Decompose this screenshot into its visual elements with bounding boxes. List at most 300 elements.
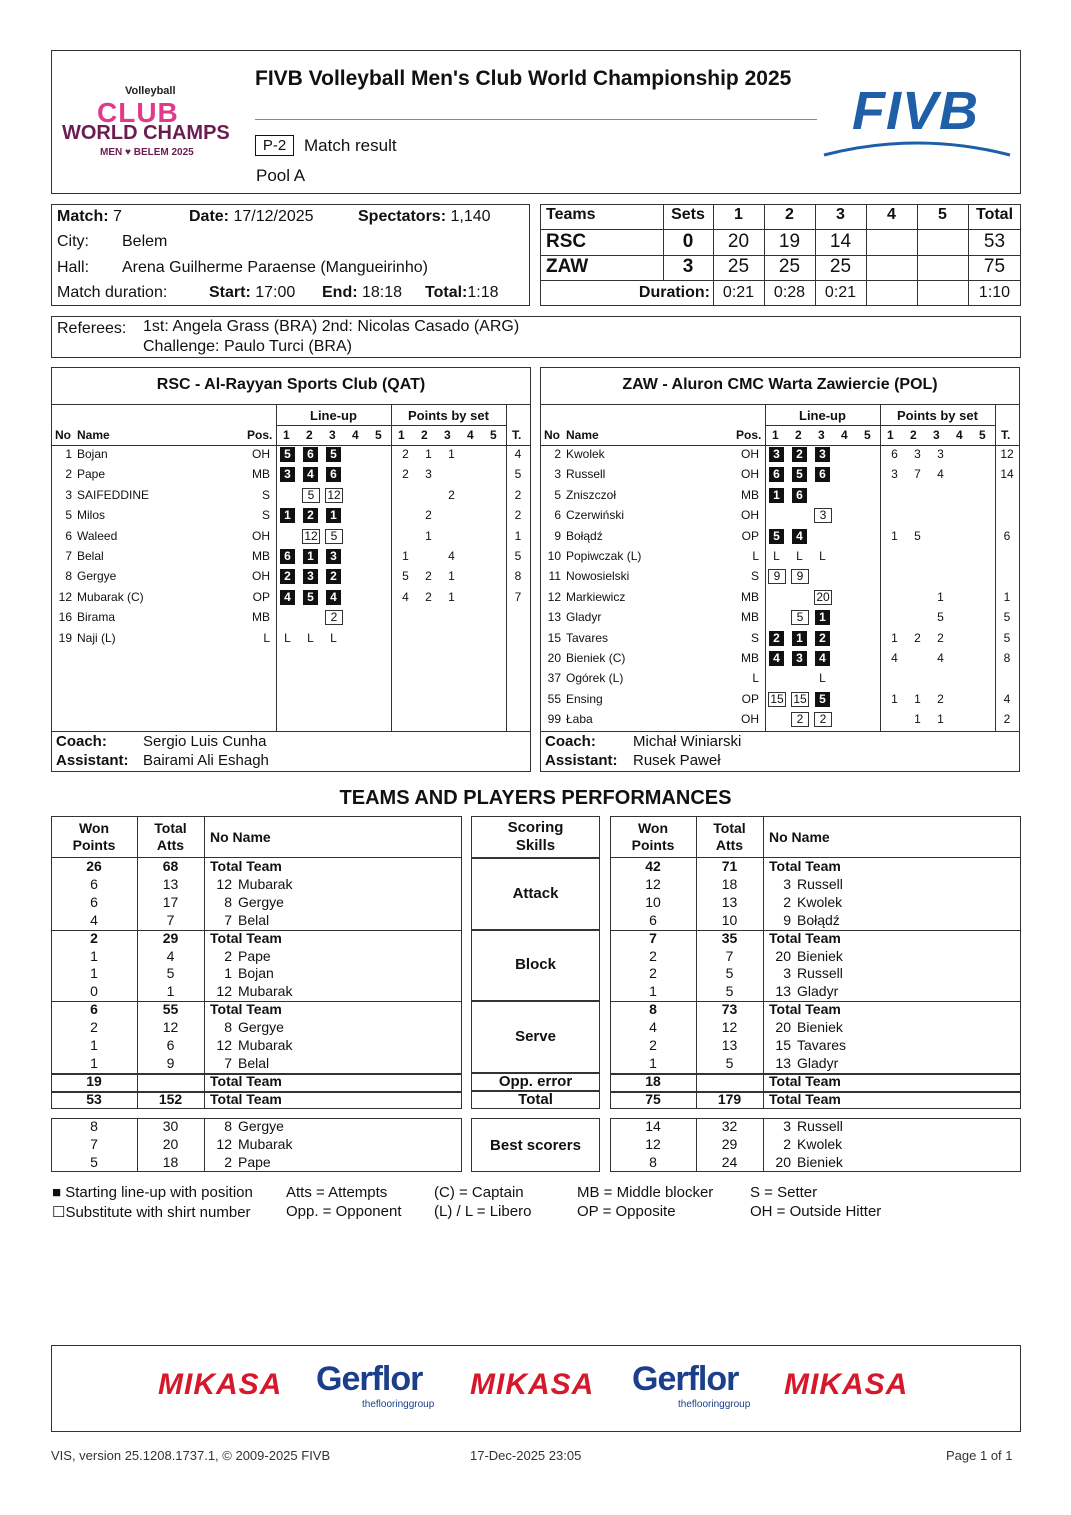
starting-position: 5 — [769, 529, 784, 544]
starting-position: 3 — [303, 569, 318, 584]
player-number: 8 — [224, 1019, 232, 1036]
panel-rule — [541, 445, 1019, 446]
points-in-set: 1 — [448, 569, 455, 584]
total-attempts: 71 — [721, 858, 738, 874]
points-in-set: 4 — [402, 589, 409, 604]
player-number: 19 — [58, 630, 72, 645]
won-points: 1 — [649, 1054, 657, 1071]
starting-position: 1 — [303, 549, 318, 564]
document-code: P-2 — [255, 135, 294, 156]
points-in-set: 1 — [448, 447, 455, 461]
skill-header: Skills — [515, 837, 556, 854]
score-team-name: RSC — [546, 231, 587, 252]
substitute-number: 3 — [814, 508, 832, 523]
total-attempts: 35 — [721, 929, 738, 946]
player-name: Kwolek — [797, 893, 843, 910]
won-points: 26 — [86, 858, 102, 874]
player-name: Mubarak — [238, 1037, 293, 1053]
panel-rule — [541, 731, 1019, 732]
total-attempts: 4 — [166, 947, 175, 964]
player-number: 6 — [554, 508, 561, 523]
player-name: Ogórek (L) — [566, 671, 624, 686]
panel-rule — [506, 404, 507, 731]
player-position: MB — [741, 651, 759, 665]
starting-position: 4 — [303, 467, 318, 482]
player-total-points: 6 — [1003, 528, 1011, 543]
footer-page: Page 1 of 1 — [946, 1448, 1013, 1463]
points-in-set: 3 — [937, 447, 944, 461]
score-cell: 53 — [983, 231, 1006, 252]
player-name: Markiewicz — [566, 589, 626, 604]
total-attempts: 18 — [721, 875, 738, 892]
player-name: Bieniek (C) — [566, 651, 626, 665]
player-name: Bieniek — [797, 1019, 843, 1036]
won-points: 4 — [649, 1019, 657, 1036]
score-cell: 19 — [778, 231, 801, 252]
hall-value: Arena Guilherme Paraense (Mangueirinho) — [122, 259, 428, 276]
player-name: Pape — [238, 947, 271, 964]
substitute-number: 9 — [791, 569, 809, 584]
won-points: 19 — [86, 1072, 102, 1089]
points-in-set: 1 — [425, 528, 432, 543]
player-number: 12 — [216, 983, 232, 1000]
substitute-number: 20 — [814, 590, 832, 605]
best-won-points: 14 — [645, 1118, 661, 1134]
player-name: Mubarak (C) — [77, 589, 144, 604]
player-number: 3 — [554, 467, 561, 482]
score-cell: 75 — [983, 256, 1006, 277]
player-number: 2 — [554, 447, 561, 461]
lineup-set-header: 1 — [772, 428, 779, 442]
page-title: FIVB Volleyball Men's Club World Championship 2025 — [255, 67, 792, 90]
points-set-header: 1 — [398, 428, 405, 442]
col-name-header: Name — [77, 428, 110, 442]
player-number: 3 — [783, 1118, 791, 1134]
legend-setter: S = Setter — [750, 1184, 818, 1201]
no-name-header: No Name — [210, 829, 271, 845]
legend-substitute: ☐Substitute with shirt number — [52, 1204, 251, 1221]
player-number: 15 — [775, 1037, 791, 1053]
score-rule — [540, 280, 1021, 281]
player-number: 11 — [548, 569, 561, 584]
won-points: 10 — [645, 893, 661, 910]
player-position: S — [750, 630, 759, 645]
total-attempts: 13 — [721, 1037, 738, 1053]
player-name: Bołądź — [797, 911, 840, 928]
won-points: 75 — [645, 1090, 661, 1107]
player-name: Pape — [238, 1153, 271, 1170]
table-rule — [204, 816, 205, 1109]
player-number: 99 — [547, 712, 561, 727]
total-team-label: Total Team — [210, 1072, 282, 1089]
points-set-header: 2 — [910, 428, 917, 442]
player-name: Bojan — [77, 447, 108, 461]
libero-mark: L — [284, 630, 291, 645]
player-name: Birama — [77, 610, 116, 625]
legend-mb: MB = Middle blocker — [577, 1184, 714, 1201]
col-no-header: No — [544, 428, 560, 442]
score-header: 4 — [887, 206, 896, 223]
starting-position: 3 — [815, 447, 830, 462]
total-team-label: Total Team — [769, 858, 841, 874]
player-number: 13 — [775, 1054, 791, 1071]
player-name: Tavares — [797, 1037, 847, 1053]
player-total-points: 1 — [514, 528, 522, 543]
starting-position: 1 — [769, 488, 784, 503]
player-number: 12 — [547, 589, 561, 604]
starting-position: 6 — [792, 488, 807, 503]
panel-rule — [52, 731, 530, 732]
points-in-set: 1 — [937, 589, 944, 604]
player-number: 13 — [775, 983, 791, 1000]
panel-rule — [995, 404, 996, 731]
total-team-label: Total Team — [210, 858, 282, 874]
player-position: OP — [741, 528, 759, 543]
score-rule — [540, 229, 1021, 230]
points-in-set: 1 — [425, 447, 432, 461]
panel-rule — [880, 404, 881, 731]
total-attempts: 179 — [717, 1090, 742, 1107]
starting-position: 6 — [326, 467, 341, 482]
won-points: 0 — [90, 983, 98, 1000]
total-attempts: 6 — [166, 1037, 175, 1053]
starting-position: 2 — [769, 631, 784, 646]
player-name: Zniszczoł — [566, 487, 617, 502]
set-duration: 0:28 — [773, 284, 806, 301]
substitute-number: 9 — [768, 569, 786, 584]
score-cell: 14 — [829, 231, 852, 252]
player-total-points: 7 — [514, 589, 522, 604]
won-points: 6 — [649, 911, 657, 928]
points-set-header: 3 — [444, 428, 451, 442]
points-in-set: 2 — [425, 508, 432, 523]
score-header: 1 — [734, 206, 743, 223]
libero-mark: L — [819, 671, 826, 686]
player-number: 10 — [547, 549, 561, 563]
points-by-set-header: Points by set — [408, 408, 489, 423]
player-position: OH — [252, 569, 270, 584]
legend-libero: (L) / L = Libero — [434, 1203, 532, 1220]
won-points-header: Points — [631, 837, 675, 853]
player-position: OH — [741, 447, 759, 461]
player-position: L — [263, 630, 270, 645]
best-won-points: 7 — [90, 1135, 98, 1152]
starting-position: 1 — [280, 508, 295, 523]
player-name: Kwolek — [797, 1135, 843, 1152]
starting-position: 4 — [792, 529, 807, 544]
player-name: Bieniek — [797, 947, 843, 964]
won-points: 6 — [90, 875, 98, 892]
player-name: Belal — [238, 1054, 270, 1071]
total-attempts: 1 — [166, 983, 175, 1000]
city-label: City: — [57, 233, 89, 250]
won-points: 2 — [649, 1037, 657, 1053]
logo-volleyball-text: Volleyball — [125, 85, 176, 97]
player-number: 2 — [224, 947, 232, 964]
table-rule — [204, 1118, 205, 1172]
referees-line1: 1st: Angela Grass (BRA) 2nd: Nicolas Casado (ARG) — [143, 318, 520, 335]
points-in-set: 5 — [914, 528, 921, 543]
points-in-set: 3 — [425, 467, 432, 482]
fivb-swoosh-icon — [822, 135, 1012, 160]
lineup-set-header: 5 — [864, 428, 871, 442]
player-total-points: 2 — [514, 487, 522, 502]
starting-position: 5 — [815, 692, 830, 707]
points-in-set: 2 — [914, 630, 921, 645]
player-name: Gergye — [238, 1118, 284, 1134]
performance-title: TEAMS AND PLAYERS PERFORMANCES — [339, 787, 732, 809]
skill-label: Opp. error — [498, 1072, 573, 1090]
player-position: S — [750, 569, 759, 584]
gerflor-tagline: theflooringgroup — [362, 1399, 435, 1410]
points-in-set: 4 — [448, 549, 455, 563]
skill-label: Total — [518, 1090, 553, 1108]
best-won-points: 8 — [90, 1118, 98, 1134]
best-total-attempts: 30 — [162, 1118, 179, 1134]
total-team-label: Total Team — [210, 1090, 282, 1107]
col-pos-header: Pos. — [736, 428, 762, 442]
substitute-number: 12 — [302, 529, 320, 544]
starting-position: 2 — [792, 447, 807, 462]
won-points: 2 — [90, 1019, 98, 1036]
player-name: Ensing — [566, 691, 603, 706]
match-start: Start: 17:00 — [209, 284, 296, 301]
player-name: Belal — [77, 549, 104, 563]
total-atts-header: Total — [713, 820, 746, 836]
starting-position: 3 — [769, 447, 784, 462]
score-cell: 25 — [727, 256, 750, 277]
points-in-set: 1 — [914, 712, 921, 727]
starting-position: 6 — [280, 549, 295, 564]
player-number: 7 — [224, 911, 232, 928]
gerflor-logo: Gerflor — [632, 1360, 739, 1398]
total-attempts: 152 — [158, 1090, 183, 1107]
coach-label: Coach: — [545, 733, 596, 750]
won-points: 8 — [649, 1001, 657, 1018]
panel-rule — [391, 404, 392, 731]
points-in-set: 2 — [448, 487, 455, 502]
player-position: L — [752, 671, 759, 686]
player-number: 12 — [216, 1135, 232, 1152]
player-number: 7 — [65, 549, 72, 563]
player-number: 13 — [547, 610, 561, 625]
total-attempts: 5 — [725, 1054, 734, 1071]
player-name: Mubarak — [238, 1135, 293, 1152]
total-attempts: 7 — [166, 911, 175, 928]
player-position: OP — [741, 691, 759, 706]
points-in-set: 1 — [914, 691, 921, 706]
player-position: OH — [741, 467, 759, 482]
points-in-set: 2 — [425, 569, 432, 584]
match-end: End: 18:18 — [322, 284, 403, 301]
points-set-header: 5 — [979, 428, 986, 442]
player-name: Russell — [566, 467, 606, 482]
total-attempts: 73 — [721, 1001, 738, 1018]
substitute-number: 15 — [791, 692, 809, 707]
logo-men-belem-text: MEN ♥ BELEM 2025 — [100, 147, 194, 158]
player-number: 12 — [216, 1037, 232, 1053]
player-number: 15 — [547, 630, 561, 645]
player-position: MB — [741, 487, 759, 502]
player-position: MB — [252, 549, 270, 563]
player-position: MB — [252, 610, 270, 625]
player-number: 8 — [224, 893, 232, 910]
player-total-points: 14 — [1000, 467, 1014, 482]
player-position: OH — [252, 447, 270, 461]
points-set-header: 5 — [490, 428, 497, 442]
won-points: 1 — [90, 1054, 98, 1071]
won-points: 2 — [649, 947, 657, 964]
player-total-points: 5 — [514, 467, 522, 482]
player-number: 9 — [554, 528, 561, 543]
player-name: Tavares — [566, 630, 609, 645]
lineup-set-header: 3 — [818, 428, 825, 442]
starting-position: 2 — [280, 569, 295, 584]
won-points: 12 — [645, 875, 661, 892]
player-name: Russell — [797, 1118, 843, 1134]
starting-position: 4 — [326, 590, 341, 605]
total-attempts: 7 — [725, 947, 734, 964]
player-number: 2 — [783, 1135, 791, 1152]
player-number: 3 — [783, 965, 791, 982]
points-in-set: 1 — [891, 528, 898, 543]
total-team-label: Total Team — [769, 1001, 841, 1018]
player-position: MB — [741, 610, 759, 625]
player-number: 9 — [783, 911, 791, 928]
player-number: 2 — [224, 1153, 232, 1170]
title-divider — [255, 119, 817, 120]
team-title: RSC - Al-Rayyan Sports Club (QAT) — [156, 376, 426, 393]
legend-oh: OH = Outside Hitter — [750, 1203, 882, 1220]
player-number: 20 — [775, 1153, 791, 1170]
match-number: Match: 7 — [57, 208, 122, 225]
points-in-set: 1 — [937, 712, 944, 727]
starting-position: 2 — [326, 569, 341, 584]
player-total-points: 5 — [514, 549, 522, 563]
points-by-set-header: Points by set — [897, 408, 978, 423]
player-name: Pape — [77, 467, 106, 482]
gerflor-logo: Gerflor — [316, 1360, 423, 1398]
player-name: Gladyr — [566, 610, 602, 625]
total-attempts: 12 — [162, 1019, 179, 1036]
total-attempts: 17 — [162, 893, 179, 910]
skill-label: Block — [515, 956, 556, 974]
score-team-name: ZAW — [546, 256, 589, 277]
best-won-points: 5 — [90, 1153, 98, 1170]
won-points: 1 — [649, 983, 657, 1000]
best-won-points: 8 — [649, 1153, 657, 1170]
assistant-label: Assistant: — [545, 752, 618, 769]
player-name: Gladyr — [797, 1054, 839, 1071]
lineup-set-header: 2 — [795, 428, 802, 442]
won-points: 1 — [90, 1037, 98, 1053]
player-total-points: 4 — [1003, 691, 1011, 706]
player-name: Gergye — [238, 1019, 284, 1036]
player-position: S — [261, 508, 270, 523]
total-attempts: 12 — [721, 1019, 738, 1036]
points-in-set: 1 — [891, 630, 898, 645]
won-points: 6 — [90, 1001, 98, 1018]
lineup-set-header: 5 — [375, 428, 382, 442]
team-panel-rsc — [51, 367, 531, 772]
player-name: Russell — [797, 875, 843, 892]
assistant-name: Bairami Ali Eshagh — [143, 752, 269, 769]
player-name: Milos — [77, 508, 106, 523]
points-in-set: 6 — [891, 447, 898, 461]
player-name: Bojan — [238, 965, 274, 982]
referees-line2: Challenge: Paulo Turci (BRA) — [143, 338, 352, 355]
player-number: 8 — [65, 569, 72, 584]
points-in-set: 1 — [402, 549, 409, 563]
total-atts-header: Atts — [156, 837, 185, 853]
col-pos-header: Pos. — [247, 428, 273, 442]
player-number: 3 — [783, 875, 791, 892]
points-in-set: 4 — [937, 651, 944, 665]
legend-starting-lineup: ■ Starting line-up with position — [52, 1184, 253, 1201]
total-atts-header: Total — [154, 820, 187, 836]
duration-label: Duration: — [638, 284, 710, 301]
total-attempts: 29 — [162, 929, 179, 946]
starting-position: 3 — [792, 651, 807, 666]
libero-mark: L — [819, 549, 826, 563]
logo-club-text: CLUB — [97, 97, 179, 128]
starting-position: 2 — [815, 631, 830, 646]
player-name: Belal — [238, 911, 270, 928]
best-won-points: 12 — [645, 1135, 661, 1152]
match-total-time: Total:1:18 — [425, 284, 499, 301]
city-value: Belem — [122, 233, 168, 250]
score-cell: 25 — [829, 256, 852, 277]
player-number: 2 — [783, 893, 791, 910]
footer-datetime: 17-Dec-2025 23:05 — [470, 1448, 582, 1463]
skill-label: Attack — [512, 884, 559, 902]
libero-mark: L — [330, 630, 337, 645]
substitute-number: 2 — [791, 712, 809, 727]
player-total-points: 5 — [1003, 610, 1011, 625]
player-position: MB — [741, 589, 759, 604]
starting-position: 3 — [326, 549, 341, 564]
hall-label: Hall: — [57, 259, 90, 276]
points-in-set: 2 — [402, 467, 409, 482]
starting-position: 1 — [815, 610, 830, 625]
footer-version: VIS, version 25.1208.1737.1, © 2009-2025 FIVB — [51, 1448, 331, 1463]
lineup-set-header: 4 — [841, 428, 848, 442]
lineup-set-header: 1 — [283, 428, 290, 442]
coach-name: Michał Winiarski — [633, 733, 742, 750]
legend-captain: (C) = Captain — [434, 1184, 524, 1201]
player-name: SAIFEDDINE — [77, 487, 150, 502]
player-number: 37 — [547, 671, 561, 686]
panel-rule — [765, 404, 766, 731]
player-position: OH — [252, 528, 270, 543]
total-attempts: 55 — [162, 1001, 179, 1018]
table-rule — [763, 816, 764, 1109]
libero-mark: L — [796, 549, 803, 563]
gerflor-tagline: theflooringgroup — [678, 1399, 751, 1410]
player-number: 12 — [58, 589, 72, 604]
starting-position: 1 — [792, 631, 807, 646]
player-name: Naji (L) — [77, 630, 116, 645]
total-team-label: Total Team — [769, 929, 841, 946]
assistant-label: Assistant: — [56, 752, 129, 769]
player-name: Kwolek — [566, 447, 605, 461]
lineup-set-header: 3 — [329, 428, 336, 442]
player-name: Russell — [797, 965, 843, 982]
total-atts-header: Atts — [715, 837, 744, 853]
match-date: Date: 17/12/2025 — [189, 208, 314, 225]
won-points: 7 — [649, 929, 657, 946]
won-points-header: Won — [637, 820, 669, 836]
